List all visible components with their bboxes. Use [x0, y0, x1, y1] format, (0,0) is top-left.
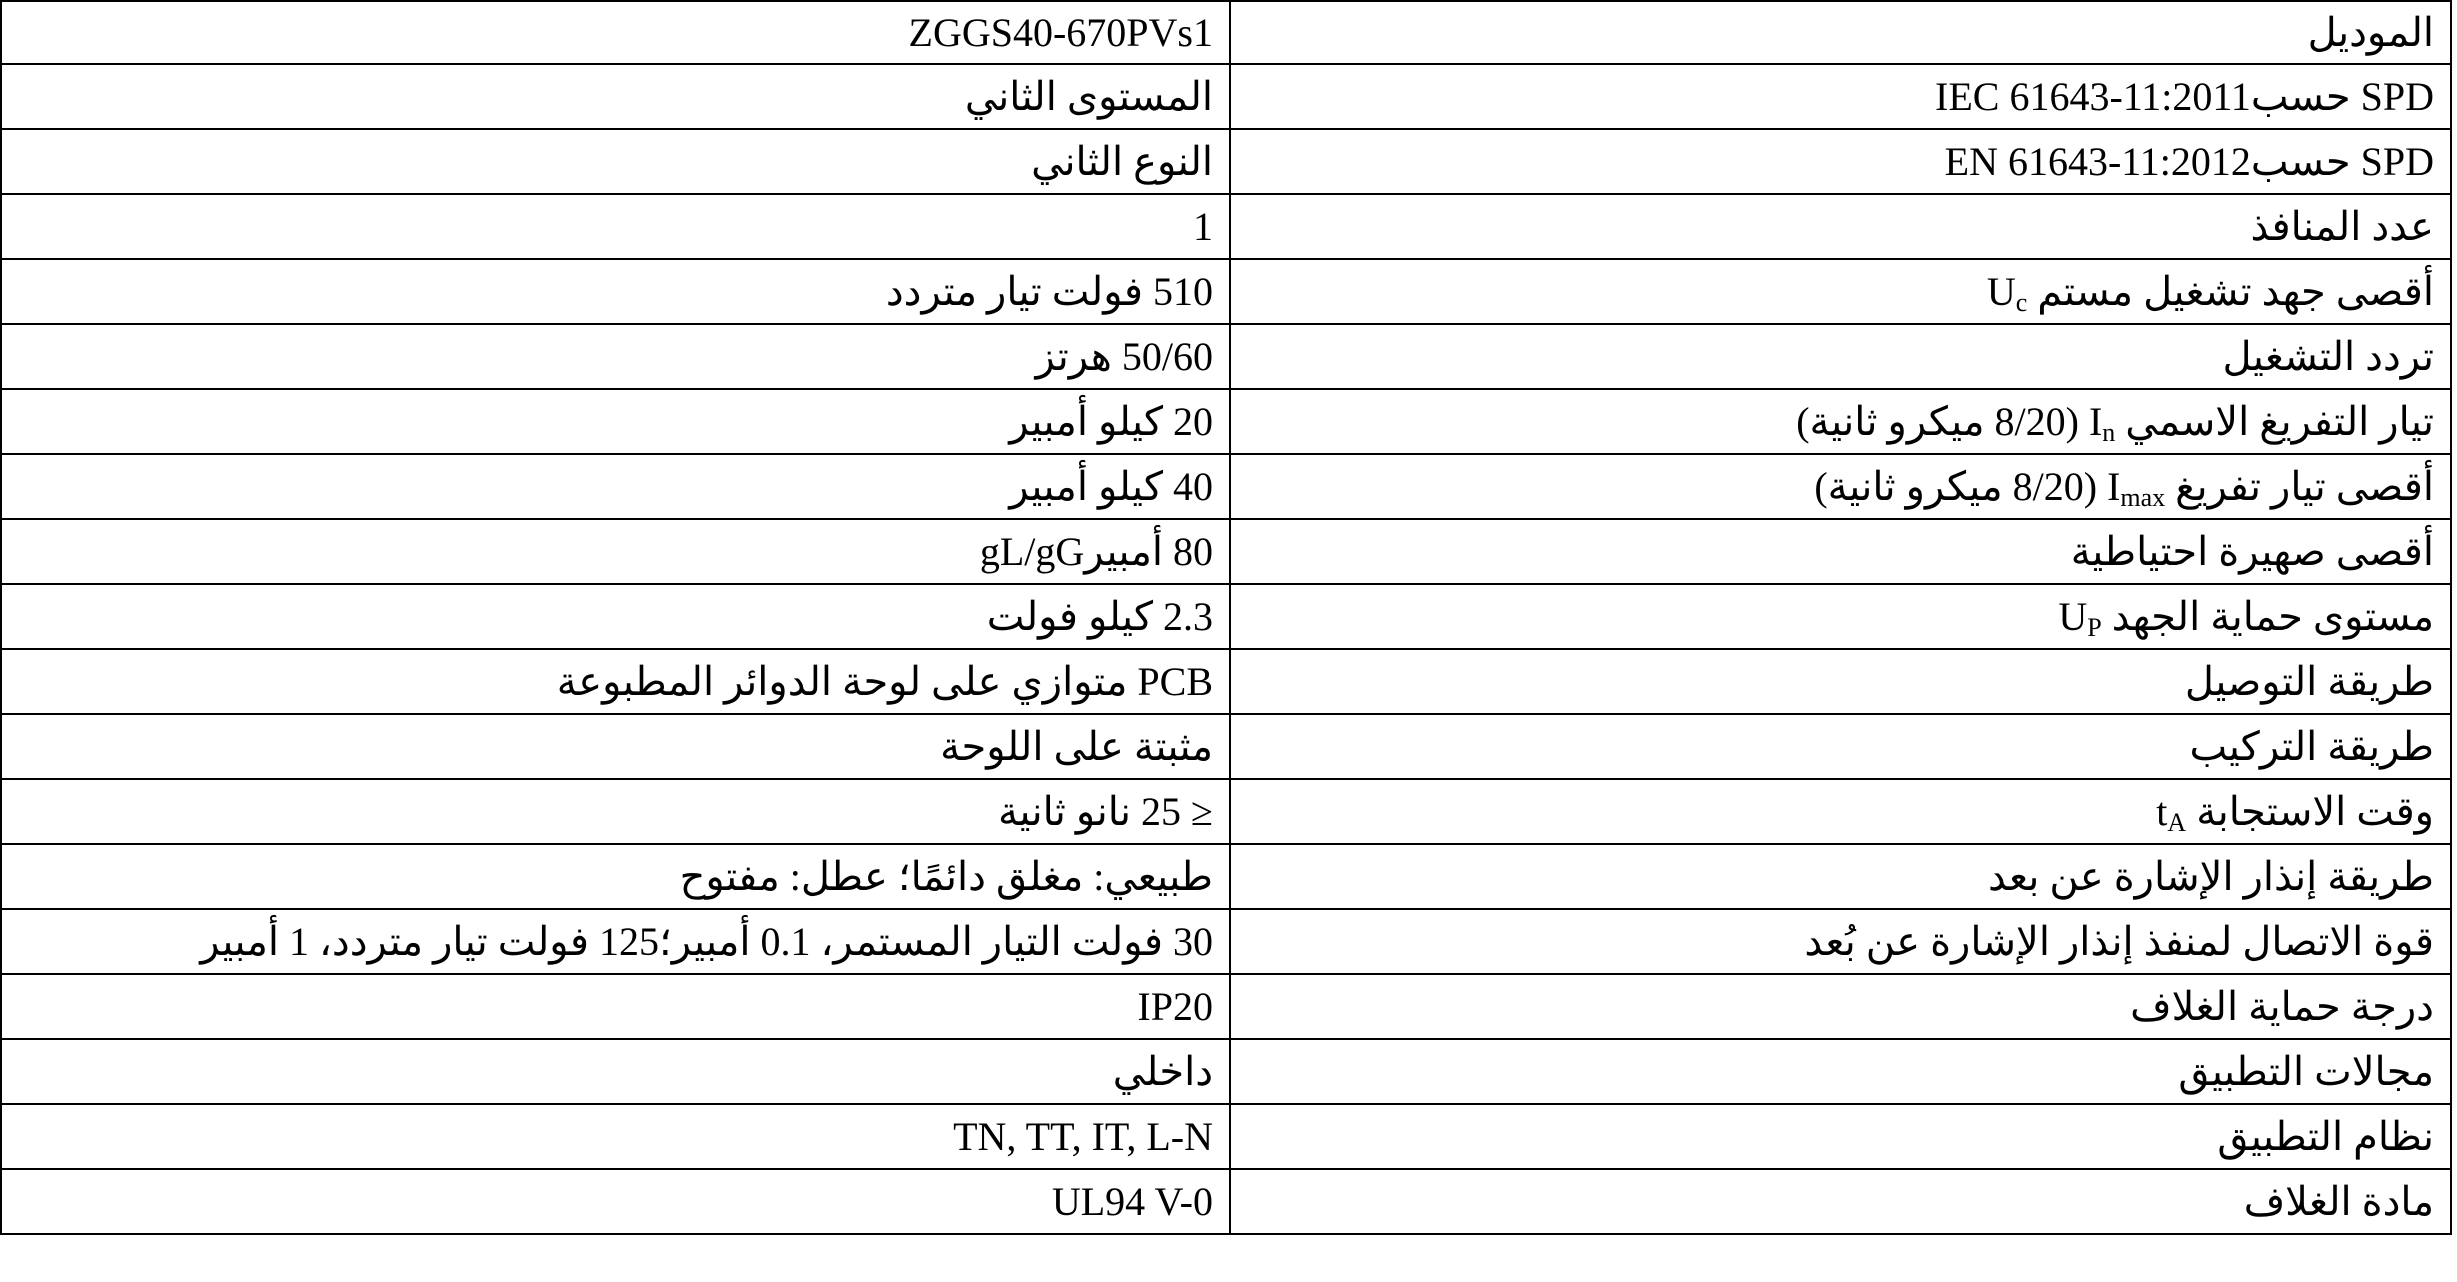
- spec-value: طبيعي: مغلق دائمًا؛ عطل: مفتوح: [1, 844, 1230, 909]
- symbol-subscript: max: [2120, 482, 2166, 512]
- spec-label: نظام التطبيق: [1230, 1104, 2451, 1169]
- spec-label: الموديل: [1230, 1, 2451, 64]
- spec-label: طريقة إنذار الإشارة عن بعد: [1230, 844, 2451, 909]
- spec-label: SPD حسبEN 61643-11:2012: [1230, 129, 2451, 194]
- spec-label: تردد التشغيل: [1230, 324, 2451, 389]
- spec-value: داخلي: [1, 1039, 1230, 1104]
- symbol-letter: I: [2088, 398, 2103, 444]
- table-row: [1, 454, 2451, 519]
- spec-label: [1230, 584, 2451, 649]
- spec-label: درجة حماية الغلاف: [1230, 974, 2451, 1039]
- spec-label: [1230, 389, 2451, 454]
- spec-value: 40 كيلو أمبير: [1, 454, 1230, 519]
- label-text: أقصى جهد تشغيل مستم: [2027, 268, 2434, 314]
- symbol: [2156, 788, 2187, 837]
- spec-value: 80 أمبيرgL/gG: [1, 519, 1230, 584]
- label-text: أقصى تيار تفريغ: [2165, 463, 2434, 509]
- table-row: [1, 584, 2451, 649]
- spec-label: [1230, 259, 2451, 324]
- symbol-subscript: P: [2087, 612, 2102, 642]
- symbol-letter: U: [2058, 593, 2088, 639]
- symbol-letter: I: [2107, 463, 2121, 509]
- spec-value: 2.3 كيلو فولت: [1, 584, 1230, 649]
- table-row: [1, 324, 2451, 389]
- table-row: [1, 1169, 2451, 1234]
- table-row: [1, 779, 2451, 844]
- table-row: [1, 389, 2451, 454]
- table-row: [1, 194, 2451, 259]
- symbol-subscript: n: [2102, 417, 2116, 447]
- label-text: تيار التفريغ الاسمي: [2115, 398, 2434, 444]
- symbol-letter: t: [2156, 788, 2168, 834]
- symbol-subscript: c: [2015, 287, 2028, 317]
- table-row: [1, 259, 2451, 324]
- spec-value: ≤ 25 نانو ثانية: [1, 779, 1230, 844]
- table-row: [1, 974, 2451, 1039]
- spec-value: 1: [1, 194, 1230, 259]
- table-row: [1, 1, 2451, 64]
- table-row: [1, 1104, 2451, 1169]
- spec-label: قوة الاتصال لمنفذ إنذار الإشارة عن بُعد: [1230, 909, 2451, 974]
- spec-label: أقصى صهيرة احتياطية: [1230, 519, 2451, 584]
- spec-label: [1230, 454, 2451, 519]
- spec-label: طريقة التوصيل: [1230, 649, 2451, 714]
- spec-value: TN, TT, IT, L-N: [1, 1104, 1230, 1169]
- spec-value: 20 كيلو أمبير: [1, 389, 1230, 454]
- symbol: [2058, 593, 2102, 642]
- spec-value: IP20: [1, 974, 1230, 1039]
- spec-label: SPD حسبIEC 61643-11:2011: [1230, 64, 2451, 129]
- spec-value: النوع الثاني: [1, 129, 1230, 194]
- spec-label: طريقة التركيب: [1230, 714, 2451, 779]
- symbol: [1986, 268, 2028, 317]
- table-row: [1, 129, 2451, 194]
- table-row: [1, 1039, 2451, 1104]
- table-row: [1, 714, 2451, 779]
- label-text: وقت الاستجابة: [2186, 788, 2434, 834]
- symbol: [2107, 463, 2166, 512]
- table-row: [1, 844, 2451, 909]
- spec-value: UL94 V-0: [1, 1169, 1230, 1234]
- table-row: [1, 649, 2451, 714]
- spec-value: ZGGS40-670PVs1: [1, 1, 1230, 64]
- symbol-subscript: A: [2167, 807, 2187, 837]
- table-row: [1, 64, 2451, 129]
- spec-value: المستوى الثاني: [1, 64, 1230, 129]
- symbol: [2088, 398, 2116, 447]
- spec-value: PCB متوازي على لوحة الدوائر المطبوعة: [1, 649, 1230, 714]
- spec-label: عدد المنافذ: [1230, 194, 2451, 259]
- spec-value: مثبتة على اللوحة: [1, 714, 1230, 779]
- symbol-letter: U: [1986, 268, 2016, 314]
- spec-value: 30 فولت التيار المستمر، 0.1 أمبير؛125 فولت تيار متردد، 1 أمبير: [1, 909, 1230, 974]
- label-text: مستوى حماية الجهد: [2101, 593, 2434, 639]
- label-suffix: (8/20 ميكرو ثانية): [1814, 463, 2108, 509]
- spec-label: مجالات التطبيق: [1230, 1039, 2451, 1104]
- table-row: [1, 909, 2451, 974]
- spec-value: 50/60 هرتز: [1, 324, 1230, 389]
- spec-label: مادة الغلاف: [1230, 1169, 2451, 1234]
- spec-label: [1230, 779, 2451, 844]
- label-suffix: (8/20 ميكرو ثانية): [1796, 398, 2089, 444]
- table-row: [1, 519, 2451, 584]
- spec-value: 510 فولت تيار متردد: [1, 259, 1230, 324]
